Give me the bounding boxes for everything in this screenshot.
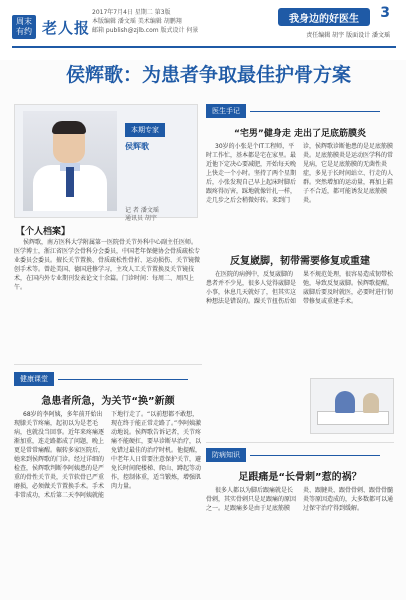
- consultation-photo: [310, 378, 394, 434]
- expert-photo: [23, 111, 117, 211]
- section-tag: 我身边的好医生: [278, 8, 370, 26]
- section-bar-notes: [206, 104, 380, 118]
- expert-name: 侯辉歌: [125, 142, 149, 151]
- editors-line: 责任编辑 胡宇 版面设计 潘文瑶: [306, 32, 390, 39]
- paper-logo: [12, 6, 98, 48]
- meta-line-1: 2017年7月4日 星期二 第3版: [92, 9, 171, 16]
- bed-shape: [317, 411, 389, 425]
- section-label-notes: 医生手记: [206, 104, 246, 118]
- page-headline: 侯辉歌：为患者争取最佳护骨方案: [66, 64, 352, 86]
- left-column: [14, 98, 202, 592]
- issue-meta: [92, 8, 307, 35]
- notes-body: 30岁的小张是个IT工程师，平时工作忙，基本都是宅在家里。最近他下定决心要减肥，开始每天晚上快走一个小时。坚持了两个星期后，小张发现自己早上起床时脚后跟疼得厉害，踩地就像针扎一样，走几步之后会稍微好转。来到门诊，侯辉歌诊断他患的是足底筋膜炎。足底筋膜炎是运动医学科的常见病，它是足底筋膜的无菌性炎症，多见于长时间站立、行走的人群。突然增加的运动量，再加上鞋子不合适，都可能诱发足底筋膜炎。: [206, 143, 394, 204]
- masthead-rule: [12, 46, 396, 48]
- right-column: [206, 98, 394, 592]
- meta-line-3: 邮箱 publish@zjlb.com 版式设计 何景: [92, 27, 199, 34]
- section-label: 健康课堂: [14, 372, 54, 386]
- section-line-prevention: [250, 455, 380, 456]
- section-divider-right: [206, 442, 394, 443]
- quote-subhead: “宅男”健身走 走出了足底筋膜炎: [234, 129, 366, 139]
- ligament-subhead: 反复崴脚，韧带需要修复或重建: [230, 256, 370, 267]
- profile-heading: 【个人档案】: [16, 227, 71, 237]
- heel-subhead: 足跟痛是“长骨刺”惹的祸？: [238, 472, 362, 483]
- section-bar-prevention: [206, 448, 380, 462]
- paper-name: 老人报: [42, 18, 91, 37]
- patient-shape: [363, 393, 379, 413]
- meta-line-2: 本版编辑 潘文瑶 美术编辑 胡鹏翔: [92, 18, 182, 25]
- expert-hair: [52, 121, 86, 134]
- section-bar-health: [14, 372, 188, 386]
- expert-namecard: [125, 117, 191, 203]
- article-subhead: 急患者所急，为关节“换”新颜: [41, 396, 175, 407]
- article-body: 68岁的李阿姨，多年前开始出现膝关节疼痛，起初以为是老毛病，也就没当回事。近年来疼痛逐渐加重，连走路都成了问题，晚上更是常常痛醒。辗转多家医院后，她来到侯辉歌的门诊。经过详细的检查，侯辉歌判断李阿姨患的是严重的骨性关节炎，关节软骨已严重磨损，必须做关节置换手术。手术非常成功，术后第二天李阿姨就能下地行走了。“以前想都不敢想，现在终于能正常走路了。”李阿姨激动地说。侯辉歌告诉记者，关节疼痛不能硬扛，要早诊断早治疗，以免错过最佳的治疗时机。他提醒，中老年人日常要注意保护关节，避免长时间爬楼梯、爬山、蹲起等动作，控制体重，适当锻炼，增强肌肉力量。: [14, 411, 202, 499]
- photo-caption: 记 者 潘文瑶 通讯员 胡宇: [125, 207, 159, 222]
- heel-body: 很多人都以为脚后跟痛就是长骨刺，其实骨刺只是足跟痛的原因之一。足跟痛多是由于足底筋膜炎、跟腱炎、跟骨骨刺、跟骨骨髓炎等原因造成的，大多数都可以通过保守治疗得到缓解。: [206, 487, 394, 512]
- masthead: [0, 0, 406, 60]
- expert-photo-box: [14, 104, 198, 222]
- ligament-body: 在医院的病例中，反复崴脚的患者并不少见，很多人觉得崴脚是小事，休息几天就好了，但其实这种想法是错误的。踝关节扭伤后如果不规范处理，很容易造成韧带松弛，导致反复崴脚。侯辉歌提醒，崴脚后要及时就医，必要时进行韧带修复或重建手术。: [206, 271, 394, 305]
- section-divider: [14, 364, 202, 365]
- section-line-notes: [250, 111, 380, 112]
- paper-seal: 周末 有约: [12, 15, 36, 39]
- doctor-shape: [335, 391, 355, 413]
- section-label-prevention: 防病知识: [206, 448, 246, 462]
- page-number: 3: [380, 5, 390, 21]
- section-line: [58, 379, 188, 380]
- expert-tie: [66, 167, 74, 197]
- profile-text: 侯辉歌，南方医科大学附属第一医院骨关节外科中心副主任医师。医学博士，浙江省医学会骨科分会委员，中国老年保健协会骨质疏松专业委员会委员。擅长关节置换、骨质疏松性骨折、运动损伤、关节镜微创手术等。曾赴美国、德国进修学习，主攻人工关节置换及关节镜技术，在国内外专业期刊发表论文十余篇。门诊时间：每周二、周四上午。: [14, 239, 201, 291]
- expert-tag: 本期专家: [125, 123, 165, 137]
